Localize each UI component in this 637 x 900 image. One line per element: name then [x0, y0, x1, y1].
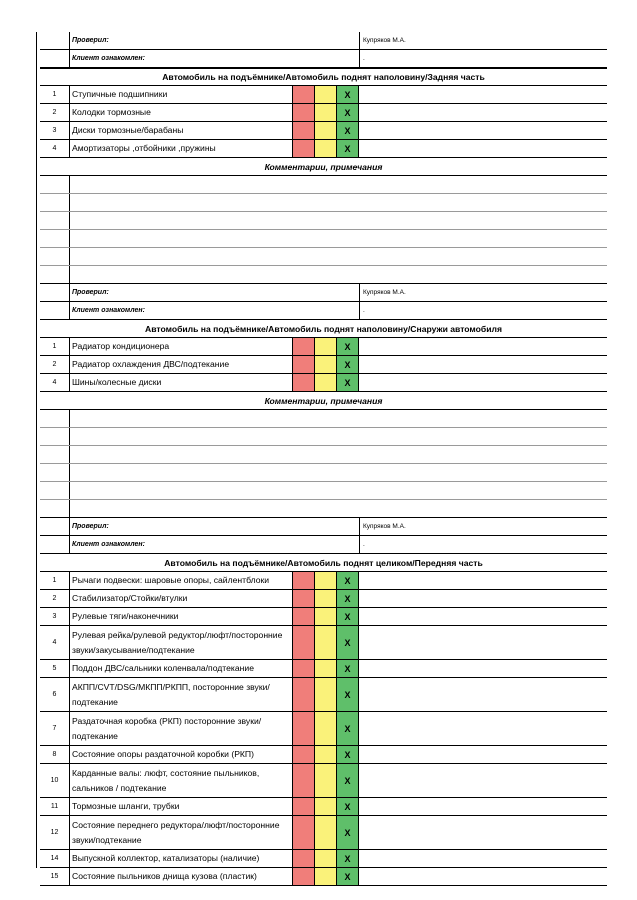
item-name: Выпускной коллектор, катализаторы (наличие) [70, 850, 293, 867]
table-row [40, 660, 607, 678]
client-label: Клиент ознакомлен: [70, 50, 360, 67]
item-name: Стабилизатор/Стойки/втулки [70, 590, 293, 607]
signature-checked-row [40, 518, 607, 536]
status-green-cell[interactable]: X [337, 850, 359, 867]
status-yellow-cell[interactable] [315, 798, 337, 815]
status-red-cell[interactable] [293, 764, 315, 797]
item-number: 12 [40, 816, 70, 849]
status-red-cell[interactable] [293, 660, 315, 677]
section-title: Автомобиль на подъёмнике/Автомобиль поднят целиком/Передняя часть [40, 554, 607, 572]
status-red-cell[interactable] [293, 712, 315, 745]
status-green-cell[interactable]: X [337, 608, 359, 625]
comment-line[interactable] [40, 212, 607, 230]
status-green-cell[interactable]: X [337, 660, 359, 677]
item-name: Тормозные шланги, трубки [70, 798, 293, 815]
table-row [40, 712, 607, 746]
item-name: Поддон ДВС/сальники коленвала/подтекание [70, 660, 293, 677]
item-name: Колодки тормозные [70, 104, 293, 121]
item-number: 1 [40, 86, 70, 103]
status-green-cell[interactable]: X [337, 626, 359, 659]
status-red-cell[interactable] [293, 816, 315, 849]
comment-line[interactable] [40, 446, 607, 464]
status-yellow-cell[interactable] [315, 338, 337, 355]
table-row [40, 104, 607, 122]
table-row [40, 140, 607, 158]
table-row [40, 868, 607, 886]
comment-line[interactable] [40, 500, 607, 518]
status-red-cell[interactable] [293, 850, 315, 867]
table-row [40, 678, 607, 712]
comment-line[interactable] [40, 410, 607, 428]
item-number: 1 [40, 338, 70, 355]
table-row [40, 374, 607, 392]
client-value: . [363, 541, 365, 548]
status-green-cell[interactable]: X [337, 86, 359, 103]
status-green-cell[interactable]: X [337, 678, 359, 711]
item-number: 10 [40, 764, 70, 797]
status-green-cell[interactable]: X [337, 572, 359, 589]
checked-value: Купряков М.А. [363, 523, 406, 530]
client-value: . [363, 307, 365, 314]
left-margin-line [36, 32, 37, 868]
status-green-cell[interactable]: X [337, 816, 359, 849]
status-red-cell[interactable] [293, 374, 315, 391]
checked-label: Проверил: [70, 518, 360, 535]
table-row [40, 86, 607, 104]
checked-label: Проверил: [70, 32, 360, 49]
client-value: . [363, 55, 365, 62]
status-red-cell[interactable] [293, 572, 315, 589]
comment-line[interactable] [40, 482, 607, 500]
status-green-cell[interactable]: X [337, 798, 359, 815]
signature-client-row [40, 536, 607, 554]
item-name: Рулевая рейка/рулевой редуктор/люфт/посторонние звуки/закусывание/подтекание [70, 626, 293, 659]
table-row [40, 338, 607, 356]
item-name: Радиатор кондиционера [70, 338, 293, 355]
status-red-cell[interactable] [293, 626, 315, 659]
status-yellow-cell[interactable] [315, 660, 337, 677]
table-row [40, 626, 607, 660]
table-row [40, 122, 607, 140]
status-red-cell[interactable] [293, 122, 315, 139]
item-number: 4 [40, 140, 70, 157]
table-row [40, 746, 607, 764]
status-yellow-cell[interactable] [315, 626, 337, 659]
item-number: 2 [40, 590, 70, 607]
comment-line[interactable] [40, 176, 607, 194]
item-number: 3 [40, 608, 70, 625]
item-name: Ступичные подшипники [70, 86, 293, 103]
table-row [40, 572, 607, 590]
checked-value: Купряков М.А. [363, 289, 406, 296]
status-green-cell[interactable]: X [337, 764, 359, 797]
table-row [40, 590, 607, 608]
signature-client-row [40, 302, 607, 320]
status-yellow-cell[interactable] [315, 608, 337, 625]
status-yellow-cell[interactable] [315, 122, 337, 139]
status-green-cell[interactable]: X [337, 712, 359, 745]
status-red-cell[interactable] [293, 868, 315, 885]
status-green-cell[interactable]: X [337, 122, 359, 139]
item-name: Рулевые тяги/наконечники [70, 608, 293, 625]
comment-line[interactable] [40, 248, 607, 266]
signature-checked-row [40, 284, 607, 302]
client-label: Клиент ознакомлен: [70, 302, 360, 319]
item-number: 2 [40, 104, 70, 121]
table-row [40, 764, 607, 798]
status-green-cell[interactable]: X [337, 746, 359, 763]
status-yellow-cell[interactable] [315, 850, 337, 867]
checked-value: Купряков М.А. [363, 37, 406, 44]
status-yellow-cell[interactable] [315, 816, 337, 849]
status-red-cell[interactable] [293, 104, 315, 121]
item-number: 8 [40, 746, 70, 763]
status-yellow-cell[interactable] [315, 764, 337, 797]
status-yellow-cell[interactable] [315, 712, 337, 745]
item-number: 1 [40, 572, 70, 589]
signature-checked-row [40, 32, 607, 50]
status-yellow-cell[interactable] [315, 678, 337, 711]
status-yellow-cell[interactable] [315, 868, 337, 885]
item-name: Состояние переднего редуктора/люфт/посторонние звуки/подтекание [70, 816, 293, 849]
status-yellow-cell[interactable] [315, 590, 337, 607]
section-title: Автомобиль на подъёмнике/Автомобиль поднят наполовину/Снаружи автомобиля [40, 320, 607, 338]
table-row [40, 850, 607, 868]
status-yellow-cell[interactable] [315, 86, 337, 103]
item-number: 15 [40, 868, 70, 885]
status-yellow-cell[interactable] [315, 104, 337, 121]
table-row [40, 356, 607, 374]
item-name: Радиатор охлаждения ДВС/подтекание [70, 356, 293, 373]
comments-title: Комментарии, примечания [40, 392, 607, 410]
table-row [40, 798, 607, 816]
status-green-cell[interactable]: X [337, 338, 359, 355]
status-green-cell[interactable]: X [337, 104, 359, 121]
comment-line[interactable] [40, 464, 607, 482]
section-title: Автомобиль на подъёмнике/Автомобиль поднят наполовину/Задняя часть [40, 68, 607, 86]
item-name: Раздаточная коробка (РКП) посторонние звуки/ подтекание [70, 712, 293, 745]
comment-line[interactable] [40, 428, 607, 446]
status-green-cell[interactable]: X [337, 140, 359, 157]
inspection-sheet [40, 32, 607, 886]
status-yellow-cell[interactable] [315, 140, 337, 157]
item-number: 2 [40, 356, 70, 373]
item-name: АКПП/CVT/DSG/МКПП/РКПП, посторонние звуки/ подтекание [70, 678, 293, 711]
comment-line[interactable] [40, 194, 607, 212]
comment-line[interactable] [40, 230, 607, 248]
status-red-cell[interactable] [293, 746, 315, 763]
item-number: 6 [40, 678, 70, 711]
status-yellow-cell[interactable] [315, 374, 337, 391]
item-number: 11 [40, 798, 70, 815]
status-yellow-cell[interactable] [315, 356, 337, 373]
status-yellow-cell[interactable] [315, 746, 337, 763]
item-name: Амортизаторы ,отбойники ,пружины [70, 140, 293, 157]
status-green-cell[interactable]: X [337, 356, 359, 373]
status-yellow-cell[interactable] [315, 572, 337, 589]
status-green-cell[interactable]: X [337, 868, 359, 885]
item-number: 4 [40, 374, 70, 391]
status-red-cell[interactable] [293, 356, 315, 373]
status-red-cell[interactable] [293, 338, 315, 355]
status-red-cell[interactable] [293, 590, 315, 607]
status-red-cell[interactable] [293, 678, 315, 711]
status-red-cell[interactable] [293, 86, 315, 103]
status-red-cell[interactable] [293, 798, 315, 815]
item-number: 4 [40, 626, 70, 659]
item-name: Карданные валы: люфт, состояние пыльников, сальников / подтекание [70, 764, 293, 797]
client-label: Клиент ознакомлен: [70, 536, 360, 553]
comment-line[interactable] [40, 266, 607, 284]
comments-title: Комментарии, примечания [40, 158, 607, 176]
table-row [40, 816, 607, 850]
item-name: Состояние пыльников днища кузова (пластик) [70, 868, 293, 885]
item-number: 14 [40, 850, 70, 867]
status-red-cell[interactable] [293, 140, 315, 157]
checked-label: Проверил: [70, 284, 360, 301]
status-red-cell[interactable] [293, 608, 315, 625]
item-name: Рычаги подвески: шаровые опоры, сайлентблоки [70, 572, 293, 589]
item-number: 3 [40, 122, 70, 139]
status-green-cell[interactable]: X [337, 590, 359, 607]
signature-client-row [40, 50, 607, 68]
item-name: Состояние опоры раздаточной коробки (РКП) [70, 746, 293, 763]
item-number: 5 [40, 660, 70, 677]
item-number: 7 [40, 712, 70, 745]
table-row [40, 608, 607, 626]
status-green-cell[interactable]: X [337, 374, 359, 391]
item-name: Шины/колесные диски [70, 374, 293, 391]
item-name: Диски тормозные/барабаны [70, 122, 293, 139]
